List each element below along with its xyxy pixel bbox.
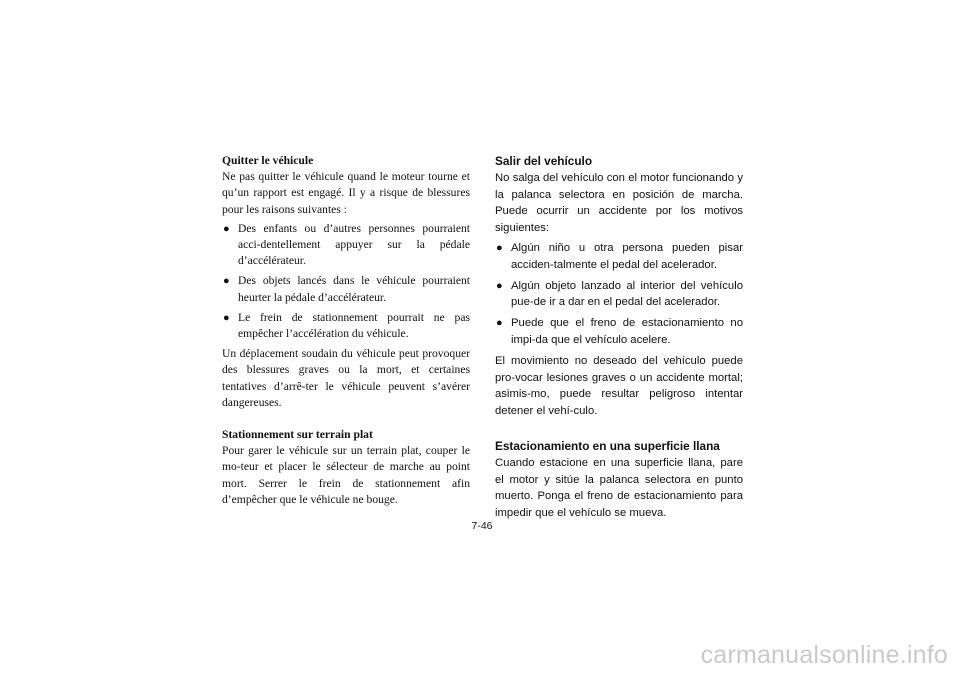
- section-spacer: [222, 411, 470, 427]
- bullet-icon: ●: [496, 241, 503, 254]
- list-item: [222, 273, 470, 305]
- bullet-icon: ●: [223, 275, 230, 288]
- list-item: [495, 315, 743, 349]
- paragraph-intro-fr: Ne pas quitter le véhicule quand le moteur tourne et qu’un rapport est engagé. Il y a risque de blessures pour les raisons suivantes :: [222, 170, 470, 216]
- list-item: [495, 240, 743, 274]
- bullet-icon: ●: [496, 279, 503, 292]
- watermark-text: carmanualsonline.info: [700, 641, 948, 669]
- list-item: [222, 310, 470, 342]
- list-item-text: Des objets lancés dans le véhicule pourraient heurter la pédale d’accélérateur.: [238, 274, 470, 304]
- list-item-text: Le frein de stationnement pourrait ne pas empêcher l’accélération du véhicule.: [238, 310, 470, 341]
- bullet-icon: ●: [223, 311, 230, 324]
- paragraph-intro-es: No salga del vehículo con el motor funcionando y la palanca selectora en posición de marcha. Puede ocurrir un accidente por los motivos siguientes:: [495, 171, 743, 235]
- list-item-text: Algún objeto lanzado al interior del vehículo pue-de ir a dar en el pedal del acelerador.: [511, 279, 743, 309]
- section-heading-salir-vehiculo: Salir del vehículo: [495, 154, 593, 168]
- bullet-list-es: [495, 240, 743, 349]
- section-spacer: [495, 420, 743, 438]
- bullet-icon: ●: [223, 222, 230, 235]
- list-item: [222, 221, 470, 270]
- paragraph-stationnement-fr: Pour garer le véhicule sur un terrain plat, couper le mo-teur et placer le sélecteur de marche au point mort. Serrer le frein de stationnement afin d’empêcher que le véhicule ne bouge.: [222, 444, 470, 506]
- french-column: [222, 153, 470, 508]
- spanish-column: [495, 153, 743, 522]
- bullet-list-fr: [222, 221, 470, 342]
- paragraph-estacionamiento-es: Cuando estacione en una superficie llana, pare el motor y sitúe la palanca selectora en punto muerto. Ponga el freno de estacionamiento para impedir que el vehículo se mueva.: [495, 456, 743, 520]
- list-item-text: Algún niño u otra persona pueden pisar acciden-talmente el pedal del acelerador.: [511, 241, 743, 271]
- section-heading-estacionamiento: Estacionamiento en una superficie llana: [495, 438, 720, 453]
- section-heading-quitter-vehicule: Quitter le véhicule: [222, 154, 314, 167]
- paragraph-closing-es: El movimiento no deseado del vehículo puede pro-vocar lesiones graves o un accidente mortal; asimis-mo, puede resultar peligroso intentar detener el vehí-culo.: [495, 354, 743, 418]
- list-item-text: Des enfants ou d’autres personnes pourraient acci-dentellement appuyer sur la pédale d’accélérateur.: [238, 221, 470, 268]
- section-heading-stationnement: Stationnement sur terrain plat: [222, 428, 373, 442]
- paragraph-closing-fr: Un déplacement soudain du véhicule peut provoquer des blessures graves ou la mort, et certaines tentatives d’arrê-ter le véhicule peuvent s’avérer dangereuses.: [222, 347, 470, 409]
- bullet-icon: ●: [496, 317, 503, 330]
- list-item-text: Puede que el freno de estacionamiento no impi-da que el vehículo acelere.: [511, 317, 743, 346]
- list-item: [495, 278, 743, 312]
- page-number: 7-46: [471, 520, 493, 532]
